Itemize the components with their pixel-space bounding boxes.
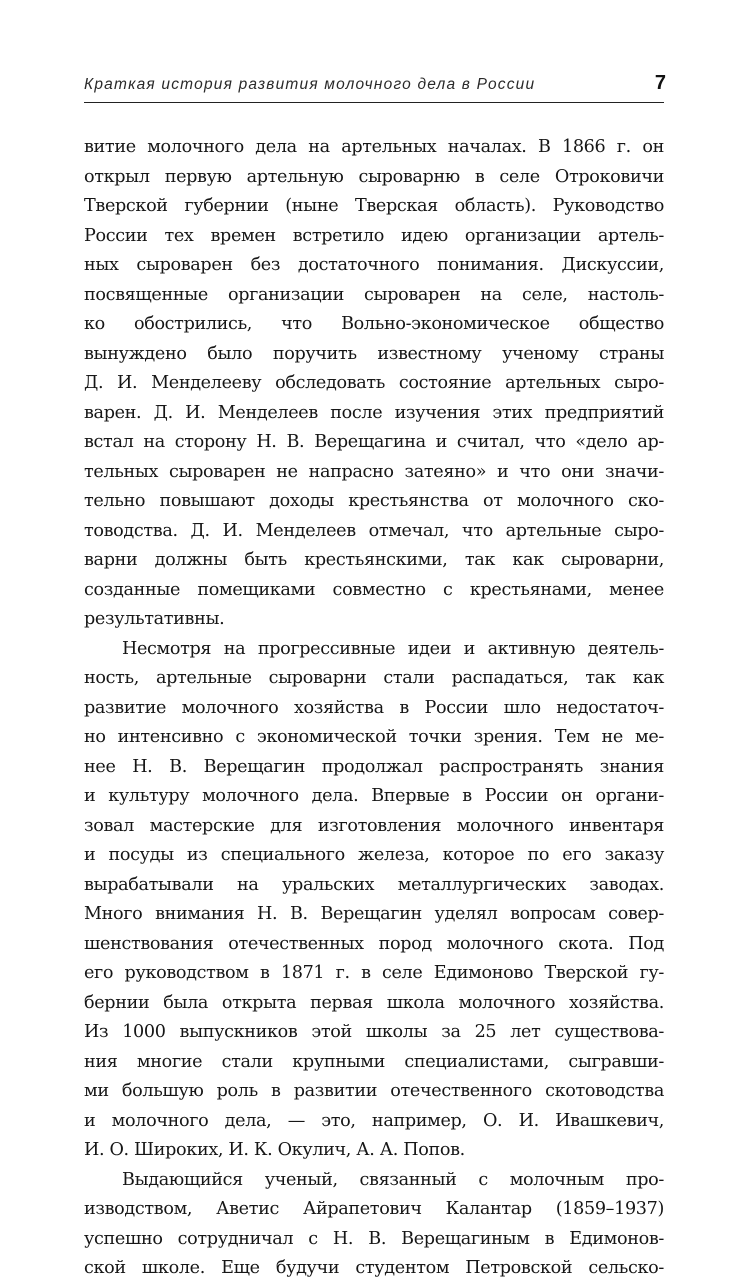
running-title: Краткая история развития молочного дела в России — [84, 76, 536, 93]
text-line: успешно сотрудничал с Н. В. Верещагиным в Едимонов- — [84, 1228, 664, 1249]
paragraph — [84, 635, 664, 1166]
text-line: ния многие стали крупными специалистами, сыгравши- — [84, 1051, 664, 1072]
text-line: тельно повышают доходы крестьянства от молочного ско- — [84, 491, 664, 511]
text-line: ных сыроварен без достаточного понимания. Дискуссии, — [84, 255, 664, 275]
text-line: посвященные организации сыроварен на селе, настоль- — [84, 284, 664, 305]
text-line: и посуды из специального железа, которое по его заказу — [84, 845, 664, 865]
text-line: Много внимания Н. В. Верещагин уделял вопросам совер- — [84, 904, 664, 924]
text-line: встал на сторону Н. В. Верещагина и считал, что «дело ар- — [84, 432, 664, 452]
text-line: Тверской губернии (ныне Тверская область). Руководство — [84, 196, 664, 216]
text-line: варен. Д. И. Менделеев после изучения этих предприятий — [84, 402, 664, 423]
text-line: Несмотря на прогрессивные идеи и активную деятель- — [122, 638, 664, 659]
text-line: Выдающийся ученый, связанный с молочным про- — [122, 1169, 664, 1190]
text-line: изводством, Аветис Айрапетович Калантар (1859–1937) — [84, 1199, 664, 1219]
text-line: созданные помещиками совместно с крестьянами, менее — [84, 579, 664, 600]
paragraph — [84, 1166, 664, 1284]
text-line: развитие молочного хозяйства в России шло недостаточ- — [84, 697, 664, 718]
text-line: ми большую роль в развитии отечественного скотоводства — [84, 1081, 664, 1101]
text-line: и культуру молочного дела. Впервые в России он органи- — [84, 786, 664, 806]
text-line: варни должны быть крестьянскими, так как сыроварни, — [84, 550, 664, 570]
text-line: товодства. Д. И. Менделеев отмечал, что артельные сыро- — [84, 520, 664, 541]
text-line: нее Н. В. Верещагин продолжал распространять знания — [84, 756, 664, 777]
running-header — [84, 72, 664, 103]
text-line: ность, артельные сыроварни стали распадаться, так как — [84, 668, 664, 688]
text-line: Д. И. Менделееву обследовать состояние артельных сыро- — [84, 373, 664, 393]
text-line: шенствования отечественных пород молочного скота. Под — [84, 933, 664, 954]
text-line: но интенсивно с экономической точки зрения. Тем не ме- — [84, 727, 664, 747]
text-line: ко обострились, что Вольно-экономическое общество — [84, 314, 664, 334]
text-line: бернии была открыта первая школа молочного хозяйства. — [84, 992, 664, 1013]
text-line: зовал мастерские для изготовления молочного инвентаря — [84, 815, 664, 836]
text-line: Из 1000 выпускников этой школы за 25 лет существова- — [84, 1022, 664, 1042]
paragraph — [84, 133, 664, 635]
text-line: И. О. Широких, И. К. Окулич, А. А. Попов. — [84, 1140, 465, 1160]
text-line: открыл первую артельную сыроварню в селе Отроковичи — [84, 166, 664, 187]
text-line: его руководством в 1871 г. в селе Едимоново Тверской гу- — [84, 963, 664, 983]
text-line: витие молочного дела на артельных началах. В 1866 г. он — [84, 137, 664, 157]
text-line: тельных сыроварен не напрасно затеяно» и что они значи- — [84, 461, 664, 482]
text-line: и молочного дела, — это, например, О. И. Ивашкевич, — [84, 1110, 664, 1131]
text-line: результативны. — [84, 609, 225, 629]
page-number: 7 — [654, 72, 666, 94]
text-line: вынуждено было поручить известному ученому страны — [84, 343, 664, 364]
text-line: ской школе. Еще будучи студентом Петровской сельско- — [84, 1258, 664, 1278]
text-line: вырабатывали на уральских металлургических заводах. — [84, 874, 664, 895]
text-line: России тех времен встретило идею организации артель- — [84, 225, 664, 246]
body-text — [84, 133, 664, 1284]
